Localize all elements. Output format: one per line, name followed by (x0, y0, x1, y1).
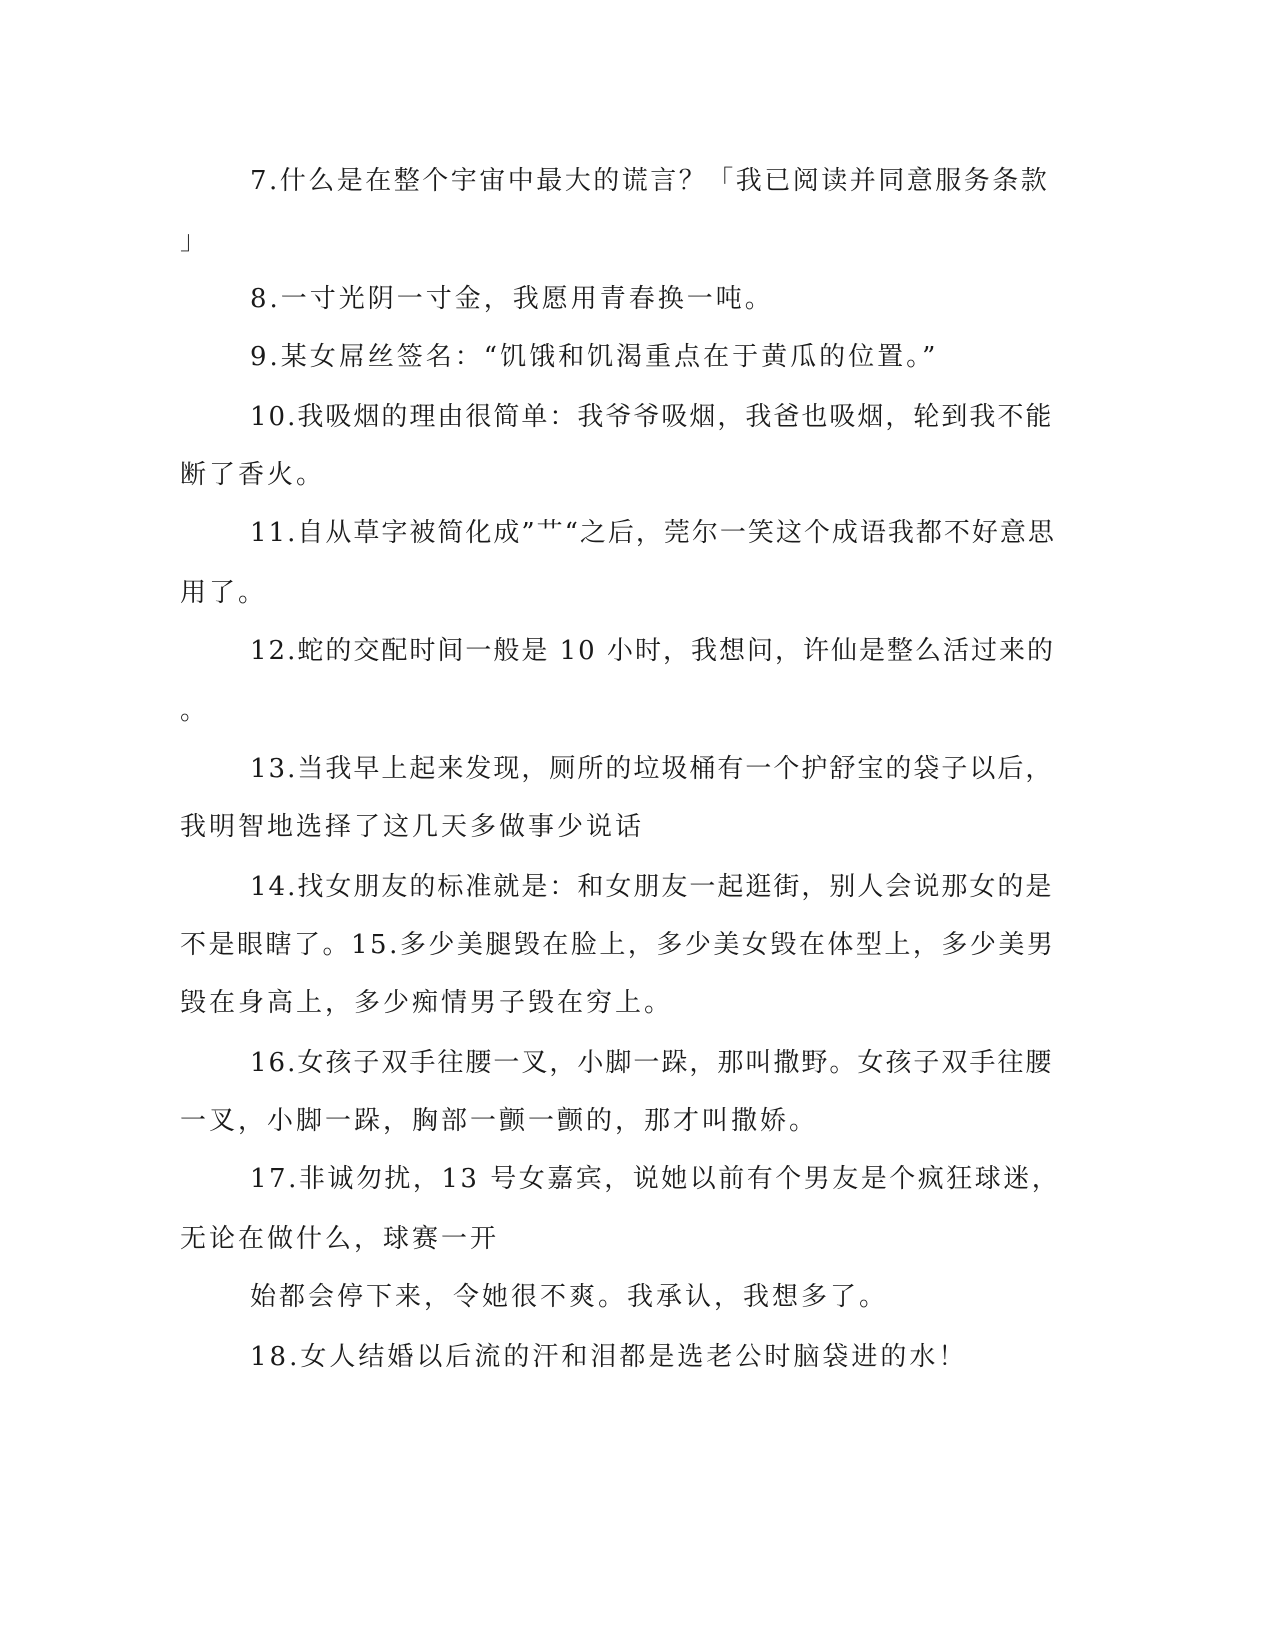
text-line-q12-cont: 。 (180, 696, 210, 726)
text-line-q17-cont: 无论在做什么，球赛一开 (180, 1224, 500, 1254)
text-line-q11-cont: 用了。 (180, 578, 268, 608)
text-line-q18: 18.女人结婚以后流的汗和泪都是选老公时脑袋进的水！ (250, 1342, 968, 1372)
text-line-q10: 10.我吸烟的理由很简单：我爷爷吸烟，我爸也吸烟，轮到我不能 (250, 402, 1054, 432)
text-line-q16-cont: 一叉，小脚一跺，胸部一颤一颤的，那才叫撒娇。 (180, 1106, 819, 1136)
text-line-q15-cont: 毁在身高上，多少痴情男子毁在穷上。 (180, 988, 674, 1018)
text-line-q16: 16.女孩子双手往腰一叉，小脚一跺，那叫撒野。女孩子双手往腰 (250, 1048, 1054, 1078)
text-line-q11: 11.自从草字被简化成”艹“之后，莞尔一笑这个成语我都不好意思 (250, 518, 1056, 548)
text-line-q13: 13.当我早上起来发现，厕所的垃圾桶有一个护舒宝的袋子以后， (250, 754, 1054, 784)
text-line-q17: 17.非诚勿扰，13 号女嘉宾，说她以前有个男友是个疯狂球迷， (250, 1164, 1061, 1194)
text-line-q9: 9.某女屌丝签名：“饥饿和饥渴重点在于黄瓜的位置。” (250, 342, 939, 372)
text-line-q10-cont: 断了香火。 (180, 460, 326, 490)
text-line-q14-q15: 不是眼瞎了。15.多少美腿毁在脸上，多少美女毁在体型上，多少美男 (180, 930, 1056, 960)
text-line-q14: 14.找女朋友的标准就是：和女朋友一起逛街，别人会说那女的是 (250, 872, 1054, 902)
text-line-q17-cont2: 始都会停下来，令她很不爽。我承认，我想多了。 (250, 1282, 889, 1312)
text-line-q8: 8.一寸光阴一寸金，我愿用青春换一吨。 (250, 284, 774, 314)
text-line-q7: 7.什么是在整个宇宙中最大的谎言？「我已阅读并同意服务条款 (250, 166, 1050, 196)
text-line-q13-cont: 我明智地选择了这几天多做事少说话 (180, 812, 645, 842)
text-line-q12: 12.蛇的交配时间一般是 10 小时，我想问，许仙是整么活过来的 (250, 636, 1055, 666)
text-line-q7-cont: 」 (180, 226, 210, 256)
